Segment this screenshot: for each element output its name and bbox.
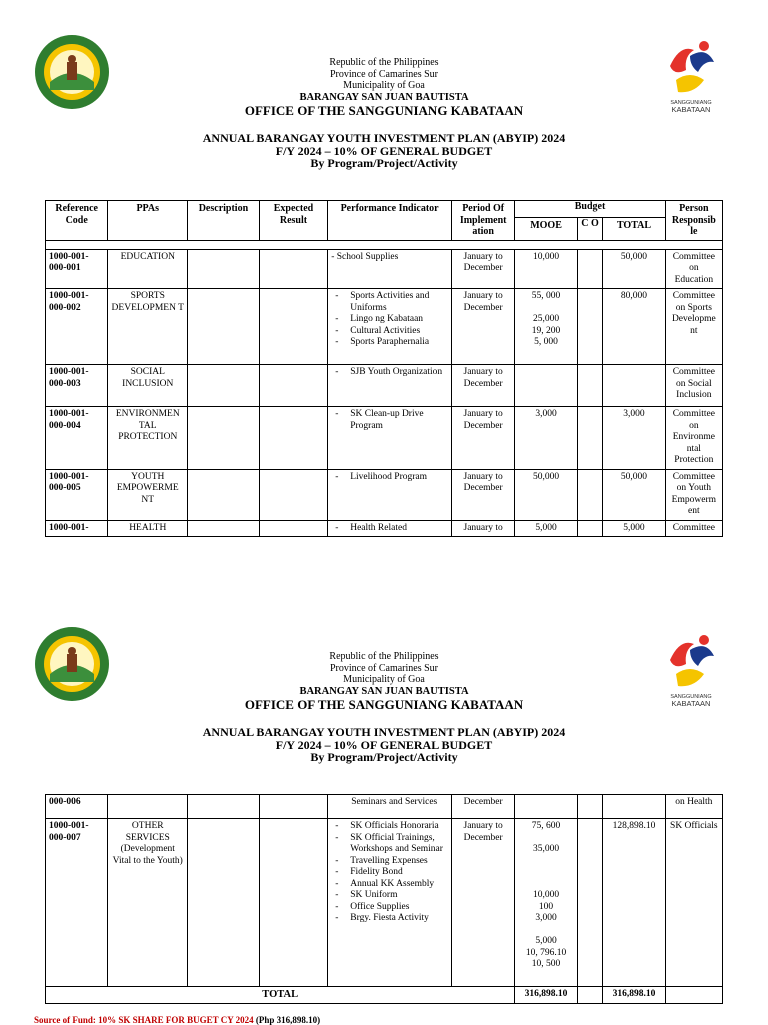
province-line: Province of Camarines Sur	[329, 68, 439, 80]
table-row	[46, 407, 723, 470]
total-mooe: 316,898.10	[515, 987, 577, 1004]
ppa: EDUCATION	[108, 249, 188, 289]
total: 5,000	[603, 520, 665, 537]
barangay-line: BARANGAY SAN JUAN BAUTISTA	[299, 685, 469, 697]
table-row	[46, 469, 723, 520]
indicator-item: - Office Supplies	[335, 902, 448, 914]
mooe-value: 75, 600	[531, 821, 561, 831]
indicator-item: - SK Uniform	[335, 890, 448, 902]
indicator-item: - Annual KK Assembly	[335, 879, 448, 891]
indicator-item: - SJB Youth Organization	[335, 367, 448, 379]
performance-indicator	[328, 289, 452, 365]
period: January to December	[451, 469, 514, 520]
indicator-item: - Cultural Activities	[335, 326, 448, 338]
indicator-item: - SK Official Trainings, Workshops and Seminar	[335, 833, 448, 856]
person-responsible: Committee on Environme ntal Protection	[665, 407, 722, 470]
person-responsible: Committee	[665, 520, 722, 537]
indicator-item: - Sports Activities and Uniforms	[335, 291, 448, 314]
person-responsible: Committee on Social Inclusion	[665, 365, 722, 407]
table-row	[46, 520, 723, 537]
ref-code: 1000-001-000-003	[46, 365, 108, 407]
ref-code: 1000-001-000-001	[46, 249, 108, 289]
mooe-value: 55, 000	[531, 291, 561, 301]
document-page-2	[0, 596, 768, 1024]
col-header-description: Description	[188, 201, 260, 241]
total-label: TOTAL	[46, 987, 515, 1004]
ppa: SPORTS DEVELOPMEN T	[108, 289, 188, 365]
indicator-item: - Fidelity Bond	[335, 867, 448, 879]
total: 3,000	[603, 407, 665, 470]
source-of-fund-label: Source of Fund: 10% SK SHARE FOR BUGET CY 2024	[34, 1015, 254, 1025]
col-header-period: Period Of Implement ation	[451, 201, 514, 241]
republic-line: Republic of the Philippines	[329, 651, 439, 662]
col-header-co: C O	[577, 218, 603, 240]
abyip-table-page-2	[45, 794, 723, 1004]
ref-code: 1000-001-000-004	[46, 407, 108, 470]
abyip-table-page-1	[45, 200, 723, 537]
indicator-item: - Brgy. Fiesta Activity	[335, 913, 448, 925]
ref-code: 1000-001-000-007	[46, 819, 108, 987]
title-line-1: ANNUAL BARANGAY YOUTH INVESTMENT PLAN (ABYIP) 2024	[202, 131, 566, 145]
title-line-1: ANNUAL BARANGAY YOUTH INVESTMENT PLAN (ABYIP) 2024	[202, 725, 566, 739]
col-header-ref: Reference Code	[46, 201, 108, 241]
office-line: OFFICE OF THE SANGGUNIANG KABATAAN	[244, 102, 524, 118]
total: 128,898.10	[603, 819, 665, 987]
period: December	[451, 795, 514, 819]
mooe-value: 25,000	[532, 314, 560, 324]
mooe-value: 35,000	[532, 844, 560, 854]
grand-total: 316,898.10	[603, 987, 665, 1004]
period: January to December	[451, 249, 514, 289]
mooe-value: 19, 200	[531, 325, 561, 336]
performance-indicator	[328, 365, 452, 407]
title-line-2: F/Y 2024 – 10% OF GENERAL BUDGET	[275, 143, 493, 158]
ref-code: 1000-001-000-002	[46, 289, 108, 365]
person-responsible: Committee on Youth Empowerm ent	[665, 469, 722, 520]
performance-indicator	[328, 520, 452, 537]
mooe	[515, 289, 577, 365]
indicator-item: - Travelling Expenses	[335, 856, 448, 868]
table-row	[46, 365, 723, 407]
performance-indicator: Seminars and Services	[328, 795, 452, 819]
total: 50,000	[603, 249, 665, 289]
col-header-indicator: Performance Indicator	[328, 201, 452, 241]
performance-indicator: - School Supplies	[328, 249, 452, 289]
indicator-item: - Health Related	[335, 523, 448, 535]
table-row	[46, 795, 723, 819]
municipality-line: Municipality of Goa	[343, 80, 425, 91]
sk-logo-text-top: SANGGUNIANG	[670, 694, 712, 700]
mooe: 50,000	[515, 469, 577, 520]
mooe: 10,000	[515, 249, 577, 289]
mooe-value: 5, 000	[534, 337, 558, 347]
document-title	[0, 726, 768, 764]
table-row	[46, 289, 723, 365]
person-responsible: Committee on Education	[665, 249, 722, 289]
municipality-line: Municipality of Goa	[343, 674, 425, 685]
period: January to	[451, 520, 514, 537]
indicator-item: - SK Officials Honoraria	[335, 821, 448, 833]
indicator-item: - Livelihood Program	[335, 472, 448, 484]
sk-logo-text-bottom: KABATAAN	[671, 105, 711, 114]
barangay-line: BARANGAY SAN JUAN BAUTISTA	[299, 91, 469, 103]
province-line: Province of Camarines Sur	[329, 662, 439, 674]
title-line-3: By Program/Project/Activity	[310, 750, 458, 764]
period: January to December	[451, 289, 514, 365]
ppa: HEALTH	[108, 520, 188, 537]
period: January to December	[451, 819, 514, 987]
mooe: 3,000	[515, 407, 577, 470]
performance-indicator	[328, 407, 452, 470]
source-of-fund-amount: (Php 316,898.10)	[255, 1015, 321, 1025]
letterhead	[0, 651, 768, 712]
person-responsible: on Health	[665, 795, 722, 819]
col-header-expected: Expected Result	[259, 201, 328, 241]
table-row	[46, 819, 723, 987]
document-title	[0, 132, 768, 170]
office-line: OFFICE OF THE SANGGUNIANG KABATAAN	[244, 696, 524, 712]
period: January to December	[451, 365, 514, 407]
indicator-item: - SK Clean-up Drive Program	[335, 409, 448, 432]
col-header-person: Person Responsib le	[665, 201, 722, 241]
total-row	[46, 987, 723, 1004]
republic-line: Republic of the Philippines	[329, 57, 439, 68]
col-header-mooe: MOOE	[515, 218, 577, 240]
title-line-3: By Program/Project/Activity	[310, 156, 458, 170]
total: 50,000	[603, 469, 665, 520]
mooe-value: 100	[538, 901, 554, 912]
mooe-value: 10, 796.10	[525, 947, 567, 958]
title-line-2: F/Y 2024 – 10% OF GENERAL BUDGET	[275, 737, 493, 752]
mooe-value: 5,000	[535, 936, 557, 946]
table-row	[46, 249, 723, 289]
ref-code: 1000-001-	[46, 520, 108, 537]
mooe: 5,000	[515, 520, 577, 537]
sk-logo-text-bottom: KABATAAN	[671, 699, 711, 708]
col-header-budget: Budget	[515, 201, 665, 218]
ppa: ENVIRONMEN TAL PROTECTION	[108, 407, 188, 470]
mooe-value: 3,000	[535, 913, 557, 923]
performance-indicator	[328, 469, 452, 520]
ppa: YOUTH EMPOWERME NT	[108, 469, 188, 520]
col-header-total: TOTAL	[603, 218, 665, 240]
indicator-item: - Lingo ng Kabataan	[335, 314, 448, 326]
performance-indicator	[328, 819, 452, 987]
total: 80,000	[603, 289, 665, 365]
ppa: SOCIAL INCLUSION	[108, 365, 188, 407]
table-header-row	[46, 201, 723, 218]
indicator-item: - Sports Paraphernalia	[335, 337, 448, 349]
person-responsible: Committee on Sports Developme nt	[665, 289, 722, 365]
letterhead	[0, 57, 768, 118]
period: January to December	[451, 407, 514, 470]
mooe-value: 10,000	[532, 890, 560, 900]
ref-code: 1000-001-000-005	[46, 469, 108, 520]
mooe	[515, 819, 577, 987]
mooe-value: 10, 500	[531, 959, 561, 969]
col-header-ppas: PPAs	[108, 201, 188, 241]
ref-code: 000-006	[46, 795, 108, 819]
ppa: OTHER SERVICES (Development Vital to the Youth)	[108, 819, 188, 987]
person-responsible: SK Officials	[665, 819, 722, 987]
sk-logo-text-top: SANGGUNIANG	[670, 100, 712, 106]
